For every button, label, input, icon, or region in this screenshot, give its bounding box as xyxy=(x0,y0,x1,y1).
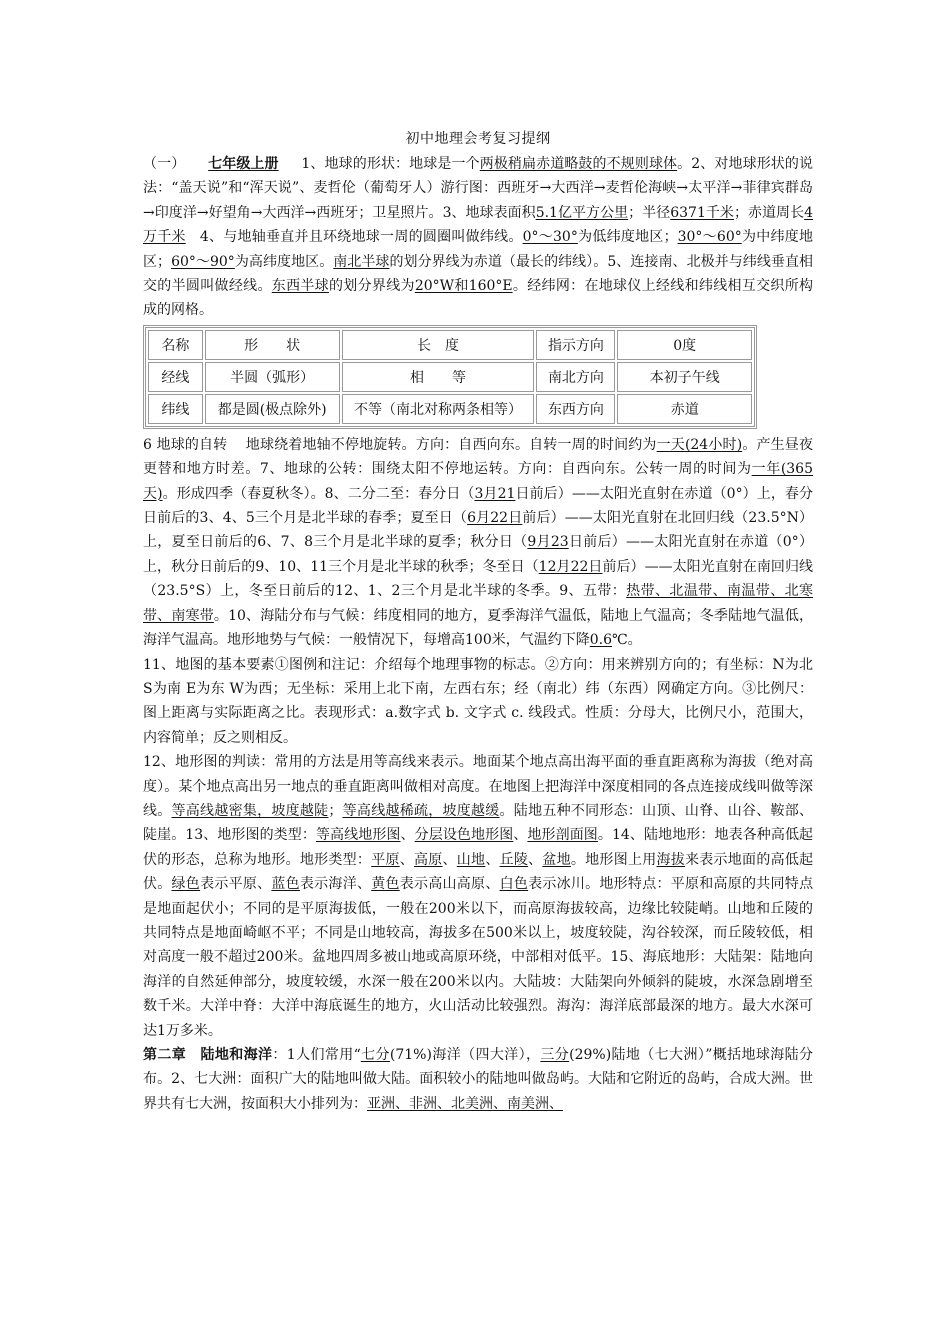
table-cell: 0度 xyxy=(617,330,752,360)
table-cell: 不等（南北对称两条相等） xyxy=(342,394,535,424)
table-row xyxy=(148,394,752,424)
table-cell: 南北方向 xyxy=(536,362,615,392)
table-cell: 本初子午线 xyxy=(617,362,752,392)
section-title: 七年级上册 xyxy=(208,156,279,172)
document-title: 初中地理会考复习提纲 xyxy=(405,131,551,147)
table-cell: 赤道 xyxy=(617,394,752,424)
table-cell: 形 状 xyxy=(205,330,340,360)
table-cell: 都是圆(极点除外) xyxy=(205,394,340,424)
table-cell: 名称 xyxy=(148,330,203,360)
table-cell: 纬线 xyxy=(148,394,203,424)
paragraph-5: 第二章 陆地和海洋：1人们常用“七分(71%)海洋（四大洋），三分(29%)陆地（七大洲）”概括地球海陆分布。2、七大洲：面积广大的陆地叫做大陆。面积较小的陆地叫做岛屿。大陆和它附近的岛屿，合成大洲。世界共有七大洲，按面积大小排列为：亚洲、非洲、北美洲、南美洲、 xyxy=(143,1047,814,1112)
table-cell: 经线 xyxy=(148,362,203,392)
meridian-parallel-table xyxy=(143,325,757,429)
chapter-title: 第二章 陆地和海洋 xyxy=(143,1047,273,1063)
paragraph-1: （一） 七年级上册 1、地球的形状：地球是一个两极稍扁赤道略鼓的不规则球体。2、对地球形状的说法：“盖天说”和“浑天说”、麦哲伦（葡萄牙人）游行图：西班牙→大西洋→麦哲伦海峡→太平洋→菲律宾群岛→印度洋→好望角→大西洋→西班牙；卫星照片。3、地球表面积5.1亿平方公里；半径6371千米；赤道周长4万千米 4、与地轴垂直并且环绕地球一周的圆圈叫做纬线。0°～30°为低纬度地区；30°～60°为中纬度地区；60°～90°为高纬度地区。南北半球的划分界线为赤道（最长的纬线）。5、连接南、北极并与纬线垂直相交的半圆叫做经线。东西半球的划分界线为20°W和160°E。经纬网：在地球仪上经线和纬线相互交织所构成的网格。 xyxy=(143,156,814,319)
document-page xyxy=(143,128,813,1116)
table-cell: 半圆（弧形） xyxy=(205,362,340,392)
table-row xyxy=(148,362,752,392)
paragraph-2: 6 地球的自转 地球绕着地轴不停地旋转。方向：自西向东。自转一周的时间约为一天(24小时)。产生昼夜更替和地方时差。7、地球的公转：围绕太阳不停地运转。方向：自西向东。公转一周的时间为一年(365天)。形成四季（春夏秋冬）。8、二分二至：春分日（3月21日前后）——太阳光直射在赤道（0°）上，春分日前后的3、4、5三个月是北半球的春季；夏至日（6月22日前后）——太阳光直射在北回归线（23.5°N）上，夏至日前后的6、7、8三个月是北半球的夏季；秋分日（9月23日前后）——太阳光直射在赤道（0°）上，秋分日前后的9、10、11三个月是北半球的秋季；冬至日（12月22日前后）——太阳光直射在南回归线（23.5°S）上，冬至日前后的12、1、2三个月是北半球的冬季。9、五带：热带、北温带、南温带、北寒带、南寒带。10、海陆分布与气候：纬度相同的地方，夏季海洋气温低，陆地上气温高；冬季陆地气温低，海洋气温高。地形地势与气候：一般情况下，每增高100米，气温约下降0.6℃。 xyxy=(143,436,814,649)
table-cell: 长 度 xyxy=(342,330,535,360)
paragraph-4: 12、地形图的判读：常用的方法是用等高线来表示。地面某个地点高出海平面的垂直距离称为海拔（绝对高度）。某个地点高出另一地点的垂直距离叫做相对高度。在地图上把海洋中深度相同的各点连接成线叫做等深线。等高线越密集，坡度越陡；等高线越稀疏，坡度越缓。陆地五种不同形态：山顶、山脊、山谷、鞍部、陡崖。13、地形图的类型：等高线地形图、分层设色地形图、地形剖面图。14、陆地地形：地表各种高低起伏的形态，总称为地形。地形类型：平原、高原、山地、丘陵、盆地。地形图上用海拔来表示地面的高低起伏。绿色表示平原、蓝色表示海洋、黄色表示高山高原、白色表示冰川。地形特点：平原和高原的共同特点是地面起伏小；不同的是平原海拔低，一般在200米以下，而高原海拔较高，边缘比较陡峭。山地和丘陵的共同特点是地面崎岖不平；不同是山地较高，海拔多在500米以上，坡度较陡，沟谷较深，而丘陵较低，相对高度一般不超过200米。盆地四周多被山地或高原环绕，中部相对低平。15、海底地形：大陆架：陆地向海洋的自然延伸部分，坡度较缓，水深一般在200米以内。大陆坡：大陆架向外倾斜的陡坡，水深急剧增至数千米。大洋中脊：大洋中海底诞生的地方，火山活动比较强烈。海沟：海洋底部最深的地方。最大水深可达1万多米。 xyxy=(143,754,814,1039)
section-tag: （一） xyxy=(143,156,186,172)
table-cell: 相 等 xyxy=(342,362,535,392)
table-cell: 东西方向 xyxy=(536,394,615,424)
paragraph-3: 11、地图的基本要素①图例和注记：介绍每个地理事物的标志。②方向：用来辨别方向的；有坐标：N为北 S为南 E为东 W为西；无坐标：采用上北下南，左西右东；经（南北）纬（东西）网确定方向。③比例尺：图上距离与实际距离之比。表现形式：a.数字式 b. 文字式 c. 线段式。性质：分母大，比例尺小，范围大，内容简单；反之则相反。 xyxy=(143,656,813,746)
table-cell: 指示方向 xyxy=(536,330,615,360)
table-header-row xyxy=(148,330,752,360)
